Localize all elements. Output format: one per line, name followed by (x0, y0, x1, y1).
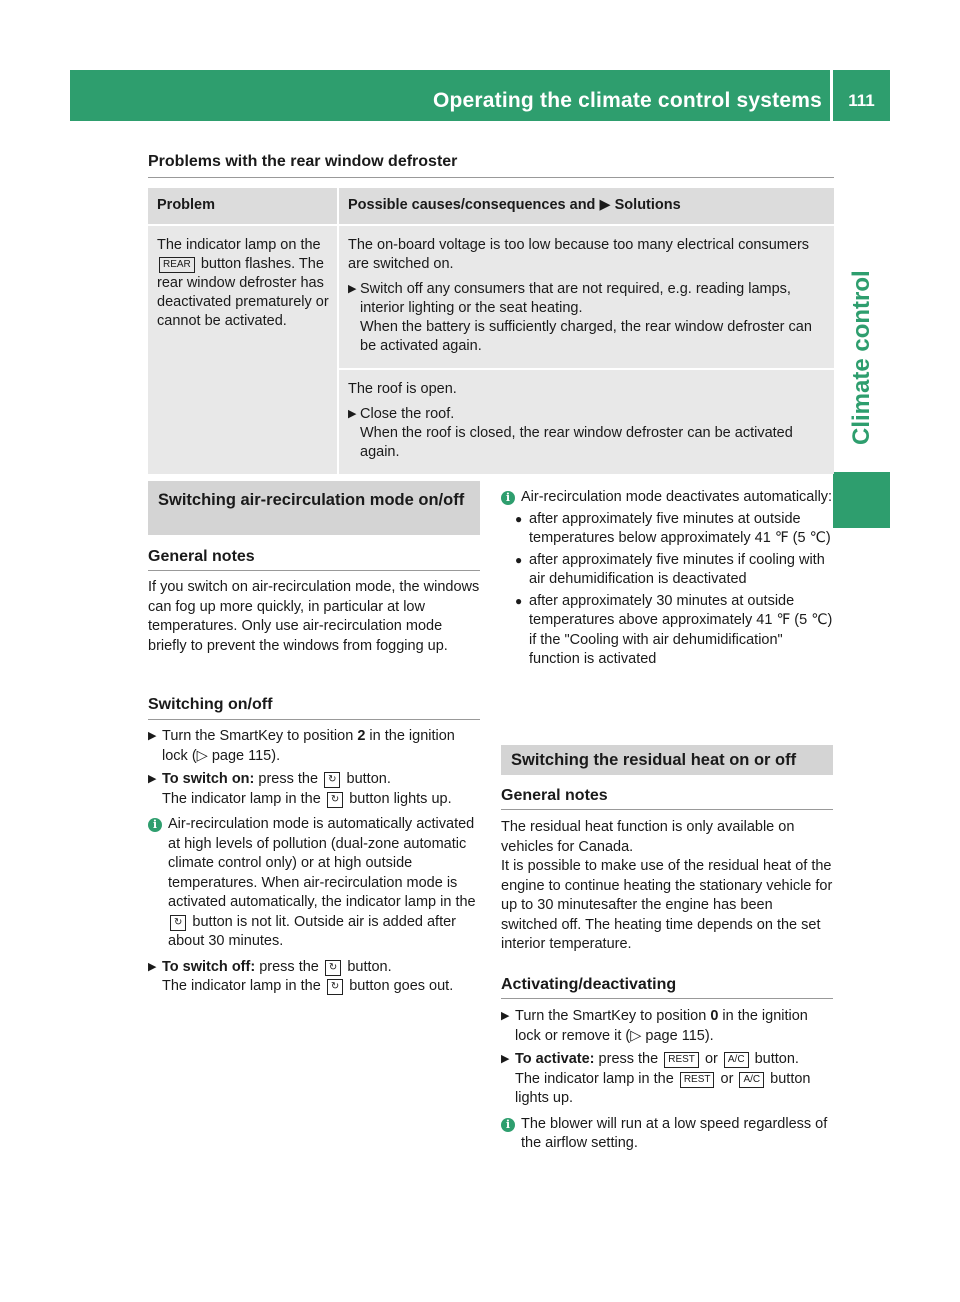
auto-deactivate-info (501, 488, 833, 670)
info-icon: i (501, 1118, 515, 1132)
side-tab-marker (833, 472, 890, 528)
page-number: 111 (833, 70, 890, 121)
step-item: ▶ To activate: press the REST or A/C button. The indicator lamp in the REST or A/C button lights up. (501, 1050, 833, 1109)
divider (501, 998, 833, 999)
arrow-icon: ▶ (148, 960, 157, 973)
arrow-icon: ▶ (148, 773, 157, 785)
residual-notes: The residual heat function is only available on vehicles for Canada. It is possible to make use of the residual heat of the engine to continue heating the stationary vehicle for up to 30 minutesafter the engine has been switched off. The heating time depends on the set interior temperature. (501, 819, 833, 952)
problems-table (148, 186, 834, 476)
info-note: i The blower will run at a low speed regardless of the airflow setting. (501, 1115, 833, 1154)
step-item: ▶ Turn the SmartKey to position 0 in the ignition lock or remove it (▷ page 115). (501, 1007, 833, 1046)
recirculation-icon: ↻ (327, 792, 343, 808)
arrow-icon: ▶ (348, 407, 357, 420)
solution-step: ▶ Switch off any consumers that are not required, e.g. reading lamps, interior lighting or the seat heating. When the battery is sufficiently charged, the rear window defroster can be activated again. (348, 280, 812, 354)
col-problem: Problem (148, 188, 337, 224)
page-ref-icon: ▷ (196, 747, 212, 764)
solution-cell: The on-board voltage is too low because too many electrical consumers are switched on. ▶ Switch off any consumers that are not required, e.g. reading lamps, interior lighting or the seat heating. When the battery is sufficiently charged, the rear window defroster can be activated again. (337, 226, 834, 368)
residual-heat-section-title: Switching the residual heat on or off (501, 745, 833, 775)
arrow-icon: ▶ (148, 730, 157, 742)
switching-steps (148, 727, 480, 997)
step-item: ▶ Turn the SmartKey to position 2 in the ignition lock (▷ page 115). (148, 727, 480, 766)
list-item: ● after approximately five minutes if cooling with air dehumidification is deactivated (515, 551, 825, 587)
col-solutions (337, 188, 834, 224)
rest-button-icon: REST (680, 1072, 715, 1088)
divider (501, 809, 833, 810)
info-icon: i (501, 491, 515, 505)
divider (148, 719, 480, 720)
solution-cell: The roof is open. ▶ Close the roof. When the roof is closed, the rear window defroster can be activated again. (337, 370, 834, 474)
arrow-icon: ▶ (348, 282, 357, 295)
step-item: ▶ To switch off: press the ↻ button. The indicator lamp in the ↻ button goes out. (148, 958, 480, 997)
activating-steps (501, 1007, 833, 1154)
side-tab-label: Climate control (848, 270, 875, 445)
table-header-row (148, 188, 834, 224)
defroster-heading: Problems with the rear window defroster (148, 153, 458, 170)
step-item: ▶ To switch on: press the ↻ button. The indicator lamp in the ↻ button lights up. (148, 770, 480, 809)
rest-button-icon: REST (664, 1052, 699, 1068)
info-icon: i (148, 818, 162, 832)
general-notes-heading: General notes (148, 548, 255, 565)
recirculation-icon: ↻ (325, 960, 341, 976)
rear-defroster-icon: REAR (159, 257, 195, 273)
recirculation-icon: ↻ (327, 979, 343, 995)
col-solutions-prefix: Possible causes/consequences and (348, 197, 596, 213)
problem-cell: The indicator lamp on the REAR button flashes. The rear window defroster has deactivated prematurely or cannot be activated. (148, 226, 337, 474)
switching-heading: Switching on/off (148, 696, 273, 713)
bullet-list (501, 510, 833, 670)
activating-heading: Activating/deactivating (501, 976, 677, 993)
arrow-icon: ▶ (501, 1053, 510, 1065)
col-solutions-suffix: Solutions (614, 197, 681, 213)
general-notes-text: If you switch on air-recirculation mode, the windows can fog up more quickly, in particular at low temperatures. Only use air-recirculation mode briefly to prevent the windows from fogging up. (148, 579, 480, 654)
recirculation-icon: ↻ (324, 772, 340, 788)
ac-button-icon: A/C (739, 1072, 764, 1088)
page-ref-icon: ▷ (630, 1027, 646, 1044)
info-note: i Air-recirculation mode is automatically activated at high levels of pollution (dual-zone automatic climate control only) or at high outside temperatures. When air-recirculation mode is activated automatically, the indicator lamp in the ↻ button is not lit. Outside air is added after about 30 minutes. (148, 815, 480, 952)
page-title: Operating the climate control systems (432, 89, 822, 112)
divider (148, 570, 480, 571)
solution-step: ▶ Close the roof. When the roof is closed, the rear window defroster can be activated again. (348, 405, 793, 460)
air-recirc-section-title: Switching air-recirculation mode on/off (148, 481, 480, 535)
table-row (148, 226, 834, 368)
list-item: ● after approximately 30 minutes at outside temperatures above approximately 41 ℉ (5 ℃) if the "Cooling with air dehumidification" function is activated (515, 592, 833, 667)
recirculation-icon: ↻ (170, 915, 186, 931)
arrow-icon: ▶ (501, 1010, 510, 1022)
divider (148, 177, 834, 178)
ac-button-icon: A/C (724, 1052, 749, 1068)
arrow-icon: ▶ (599, 197, 611, 213)
list-item: ● after approximately five minutes at outside temperatures below approximately 41 ℉ (5 ℃) (515, 510, 831, 546)
general-notes-heading: General notes (501, 787, 608, 804)
info-note: i Air-recirculation mode deactivates automatically: (501, 488, 833, 508)
